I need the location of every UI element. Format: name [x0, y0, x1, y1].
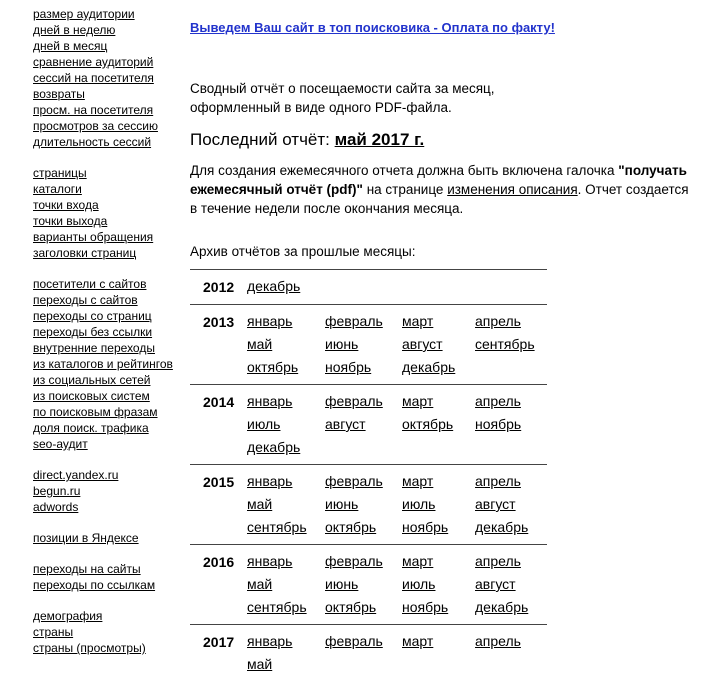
sidebar-link[interactable]: переходы без ссылки	[33, 325, 153, 339]
month-link[interactable]: декабрь	[247, 439, 301, 455]
intro-line-1: Сводный отчёт о посещаемости сайта за месяц,	[190, 81, 495, 96]
sidebar-link[interactable]: демография	[33, 609, 103, 623]
month-link[interactable]: февраль	[325, 313, 383, 329]
sidebar-link[interactable]: переходы с сайтов	[33, 293, 138, 307]
month-link[interactable]: январь	[247, 313, 293, 329]
sidebar-link[interactable]: размер аудитории	[33, 7, 135, 21]
month-link[interactable]: январь	[247, 553, 293, 569]
note-pre: Для создания ежемесячного отчета должна быть включена галочка	[190, 163, 619, 178]
month-link[interactable]: декабрь	[247, 278, 301, 294]
sidebar-link[interactable]: сессий на посетителя	[33, 71, 154, 85]
sidebar-link[interactable]: страны	[33, 625, 74, 639]
month-link[interactable]: август	[325, 416, 366, 432]
month-link[interactable]: август	[402, 336, 443, 352]
sidebar-link[interactable]: дней в неделю	[33, 23, 116, 37]
sidebar-link[interactable]: точки выхода	[33, 214, 108, 228]
sidebar	[33, 6, 183, 671]
month-link[interactable]: февраль	[325, 473, 383, 489]
sidebar-link[interactable]: страны (просмотры)	[33, 641, 146, 655]
month-link[interactable]: апрель	[475, 473, 521, 489]
sidebar-link[interactable]: переходы на сайты	[33, 562, 141, 576]
year-label: 2016	[203, 554, 235, 570]
year-label: 2013	[203, 314, 235, 330]
month-link[interactable]: апрель	[475, 313, 521, 329]
month-link[interactable]: март	[402, 553, 434, 569]
month-link[interactable]: август	[475, 576, 516, 592]
sidebar-link[interactable]: из каталогов и рейтингов	[33, 357, 173, 371]
sidebar-group	[33, 530, 183, 546]
sidebar-group	[33, 608, 183, 656]
sidebar-link[interactable]: длительность сессий	[33, 135, 152, 149]
month-link[interactable]: май	[247, 336, 273, 352]
month-link[interactable]: сентябрь	[475, 336, 535, 352]
month-link[interactable]: апрель	[475, 633, 521, 649]
sidebar-link[interactable]: каталоги	[33, 182, 82, 196]
month-link[interactable]: июнь	[325, 496, 359, 512]
sidebar-link[interactable]: доля поиск. трафика	[33, 421, 149, 435]
sidebar-link[interactable]: переходы по ссылкам	[33, 578, 156, 592]
sidebar-link[interactable]: begun.ru	[33, 484, 81, 498]
sidebar-link[interactable]: точки входа	[33, 198, 99, 212]
months-grid	[247, 473, 547, 535]
month-link[interactable]: июнь	[325, 576, 359, 592]
month-link[interactable]: апрель	[475, 553, 521, 569]
sidebar-link[interactable]: по поисковым фразам	[33, 405, 158, 419]
month-link[interactable]: декабрь	[475, 519, 529, 535]
month-link[interactable]: январь	[247, 393, 293, 409]
sidebar-link[interactable]: seo-аудит	[33, 437, 88, 451]
sidebar-group	[33, 467, 183, 515]
month-link[interactable]: март	[402, 633, 434, 649]
intro-line-2: оформленный в виде одного PDF-файла.	[190, 100, 452, 115]
month-link[interactable]: январь	[247, 473, 293, 489]
month-link[interactable]: октябрь	[247, 359, 299, 375]
sidebar-group	[33, 561, 183, 593]
year-label: 2015	[203, 474, 235, 490]
month-link[interactable]: октябрь	[402, 416, 454, 432]
month-link[interactable]: ноябрь	[475, 416, 522, 432]
month-link[interactable]: июль	[247, 416, 281, 432]
archive-year-row	[190, 384, 547, 464]
archive-year-row	[190, 304, 547, 384]
month-link[interactable]: декабрь	[402, 359, 456, 375]
month-link[interactable]: октябрь	[325, 519, 377, 535]
month-link[interactable]: ноябрь	[325, 359, 372, 375]
month-link[interactable]: май	[247, 496, 273, 512]
month-link[interactable]: февраль	[325, 553, 383, 569]
latest-report-label: Последний отчёт:	[190, 130, 330, 149]
main-content	[190, 12, 690, 681]
sidebar-link[interactable]: варианты обращения	[33, 230, 154, 244]
month-link[interactable]: август	[475, 496, 516, 512]
month-link[interactable]: май	[247, 656, 273, 672]
sidebar-link[interactable]: возвраты	[33, 87, 85, 101]
note-mid: на странице	[362, 182, 448, 197]
months-grid	[247, 278, 547, 295]
sidebar-link[interactable]: заголовки страниц	[33, 246, 137, 260]
sidebar-link[interactable]: дней в месяц	[33, 39, 108, 53]
ad-banner	[190, 20, 690, 35]
sidebar-link[interactable]: из поисковых систем	[33, 389, 150, 403]
archive-title: Архив отчётов за прошлые месяцы:	[190, 244, 416, 259]
year-label: 2017	[203, 634, 235, 650]
month-link[interactable]: декабрь	[475, 599, 529, 615]
note-post: . Отчет создается в течение недели после окончания месяца.	[190, 182, 689, 216]
sidebar-link[interactable]: просм. на посетителя	[33, 103, 154, 117]
latest-report-link[interactable]: май 2017 г.	[334, 130, 425, 149]
months-grid	[247, 553, 547, 615]
intro-text	[190, 79, 690, 117]
month-link[interactable]: март	[402, 393, 434, 409]
month-link[interactable]: март	[402, 313, 434, 329]
archive-year-row	[190, 544, 547, 624]
archive-year-row	[190, 269, 547, 304]
month-link[interactable]: сентябрь	[247, 519, 307, 535]
sidebar-group	[33, 276, 183, 452]
sidebar-link[interactable]: из социальных сетей	[33, 373, 151, 387]
months-grid	[247, 393, 547, 455]
year-label: 2012	[203, 279, 235, 295]
month-link[interactable]: октябрь	[325, 599, 377, 615]
edit-description-link[interactable]: изменения описания	[447, 182, 578, 197]
ad-link[interactable]: Выведем Ваш сайт в топ поисковика - Оплата по факту!	[190, 20, 555, 35]
month-link[interactable]: апрель	[475, 393, 521, 409]
month-link[interactable]: февраль	[325, 633, 383, 649]
sidebar-link[interactable]: посетители с сайтов	[33, 277, 147, 291]
month-link[interactable]: июль	[402, 496, 436, 512]
month-link[interactable]: ноябрь	[402, 599, 449, 615]
note-bold: "получать ежемесячный отчёт (pdf)"	[190, 163, 687, 197]
latest-report-heading	[190, 129, 690, 151]
month-link[interactable]: февраль	[325, 393, 383, 409]
months-grid	[247, 633, 547, 672]
sidebar-link[interactable]: direct.yandex.ru	[33, 468, 119, 482]
note-text	[190, 161, 690, 218]
sidebar-group	[33, 165, 183, 261]
month-link[interactable]: сентябрь	[247, 599, 307, 615]
sidebar-link[interactable]: переходы со страниц	[33, 309, 152, 323]
month-link[interactable]: январь	[247, 633, 293, 649]
sidebar-link[interactable]: страницы	[33, 166, 87, 180]
month-link[interactable]: июль	[402, 576, 436, 592]
sidebar-link[interactable]: просмотров за сессию	[33, 119, 158, 133]
month-link[interactable]: март	[402, 473, 434, 489]
month-link[interactable]: июнь	[325, 336, 359, 352]
archive-year-row	[190, 624, 547, 681]
archive-year-row	[190, 464, 547, 544]
archive-table	[190, 269, 547, 681]
month-link[interactable]: май	[247, 576, 273, 592]
month-link[interactable]: ноябрь	[402, 519, 449, 535]
sidebar-link[interactable]: adwords	[33, 500, 79, 514]
sidebar-link[interactable]: позиции в Яндексе	[33, 531, 139, 545]
sidebar-group	[33, 6, 183, 150]
months-grid	[247, 313, 547, 375]
year-label: 2014	[203, 394, 235, 410]
sidebar-link[interactable]: сравнение аудиторий	[33, 55, 154, 69]
sidebar-link[interactable]: внутренние переходы	[33, 341, 155, 355]
